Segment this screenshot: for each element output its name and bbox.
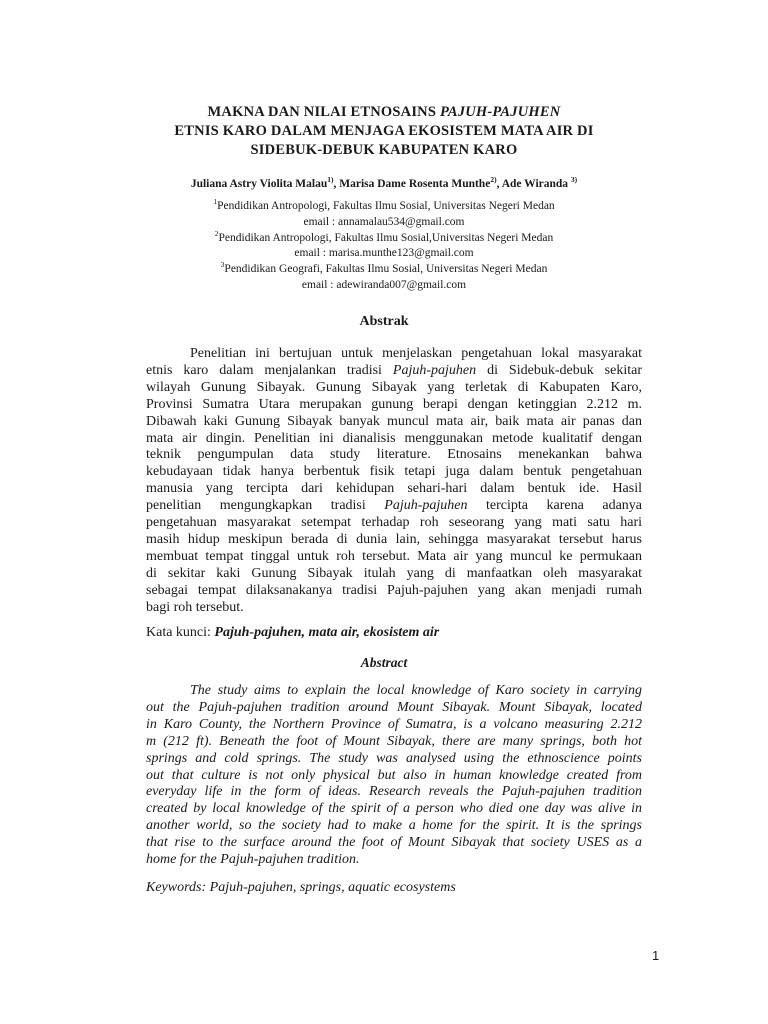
kata-kunci-label: Kata kunci: (146, 625, 215, 640)
author-list: Juliana Astry Violita Malau$^{1)}$, Marisa Dame Rosenta Munthe$^{2)}$, Ade Wiranda $^{3)}$ (190, 175, 578, 190)
italic-term: Pajuh-pajuhen (392, 362, 477, 378)
title-line-3: SIDEBUK-DEBUK KABUPATEN KARO (250, 142, 518, 158)
abstrak-line: di sekitar kaki Gunung Sibayak itulah yang di manfaatkan oleh masyarakat (146, 565, 642, 581)
abstrak-body (146, 346, 642, 617)
keywords: Keywords: Pajuh-pajuhen, springs, aquatic ecosystems (146, 880, 456, 895)
abstrak-line: membuat tempat tinggal untuk roh tersebut. Mata air yang muncul ke permukaan (146, 548, 642, 564)
kata-kunci (146, 624, 439, 642)
abstract-line: m (212 ft). Beneath the foot of Mount Sibayak, there are many springs, both hot (146, 733, 642, 749)
abstrak-line: sebagai tempat dilaksanakanya tradisi Pajuh-pajuhen yang akan menjadi rumah (146, 582, 642, 598)
abstract-line: created by local knowledge of the spirit of a person who died one day was alive in (146, 801, 642, 817)
paper-title (0, 103, 768, 160)
abstrak-line: Provinsi Sumatra Utara merupakan gunung berapi dengan ketinggian 2.212 m. (146, 396, 642, 412)
author-name: Juliana Astry Violita Malau (190, 178, 328, 190)
affiliation-block (0, 199, 768, 294)
abstract-line: home for the Pajuh-pajuhen tradition. (146, 852, 360, 868)
page-number: 1 (652, 948, 660, 963)
abstrak-line: kebudayaan tidak hanya berbentuk fisik tetapi juga dalam bentuk pengetahuan (146, 464, 642, 480)
author-superscript: 1) (327, 175, 334, 185)
abstrak-line: bagi roh tersebut. (146, 599, 244, 615)
abstrak-line: manusia yang tercipta dari kehidupan sehari-hari dalam bentuk ide. Hasil (146, 481, 642, 497)
abstrak-line: wilayah Gunung Sibayak. Gunung Sibayak yang terletak di Kabupaten Karo, (146, 379, 642, 395)
abstrak-line: Penelitian ini bertujuan untuk menjelaskan pengetahuan lokal masyarakat (190, 346, 642, 361)
affiliation-line: $^1$Pendidikan Antropologi, Fakultas Ilmu Sosial, Universitas Negeri Medan (213, 197, 555, 212)
abstract-line: The study aims to explain the local knowledge of Karo society in carrying (190, 683, 642, 698)
author-name: Ade Wiranda (501, 178, 571, 190)
abstract-line: springs and cold springs. The study was analysed using the ethnoscience points (146, 750, 642, 766)
abstrak-line: masih hidup meskipun berada di dunia lain, sehingga masyarakat tersebut harus (146, 531, 642, 547)
abstract-line: out the Pajuh-pajuhen tradition around Mount Sibayak. Mount Sibayak, located (146, 699, 642, 715)
author-name: Marisa Dame Rosenta Munthe (339, 178, 491, 190)
abstrak-line: pengetahuan masyarakat setempat terhadap roh seseorang yang mati satu hari (146, 515, 642, 531)
abstrak-line: teknik pengumpulan data study literature. Etnosains menekankan bahwa (146, 447, 642, 463)
title-line-1: MAKNA DAN NILAI ETNOSAINS PAJUH-PAJUHEN (207, 104, 561, 120)
affiliation-email: email : adewiranda007@gmail.com (301, 278, 467, 291)
abstrak-heading: Abstrak (359, 314, 409, 329)
affiliation-line: $^2$Pendidikan Antropologi, Fakultas Ilmu Sosial,Universitas Negeri Medan (214, 228, 554, 244)
italic-term: Pajuh-pajuhen (384, 498, 468, 514)
affiliation-line: $^3$Pendidikan Geografi, Fakultas Ilmu Sosial, Universitas Negeri Medan (220, 260, 548, 276)
abstract-line: out that culture is not only physical but also in human knowledge created from (146, 767, 642, 783)
title-italic-term: PAJUH-PAJUHEN (439, 104, 561, 120)
abstract-heading: Abstract (360, 655, 408, 670)
abstrak-line: mata air dingin. Penelitian ini dianalisis menggunakan metode kualitatif dengan (146, 430, 642, 446)
title-line-2: ETNIS KARO DALAM MENJAGA EKOSISTEM MATA AIR DI (174, 123, 594, 139)
abstract-line: everyday life in the form of ideas. Research reveals the Pajuh-pajuhen tradition (146, 784, 642, 800)
abstract-line: another world, so the society had to make a home for the spirit. It is the springs (146, 818, 642, 834)
abstrak-line: penelitian mengungkapkan tradisi Pajuh-pajuhen tercipta karena adanya (146, 498, 642, 514)
author-superscript: 3) (570, 175, 578, 185)
author-superscript: 2) (490, 175, 497, 185)
affiliation-email: email : marisa.munthe123@gmail.com (294, 247, 474, 260)
affiliation-email: email : annamalau534@gmail.com (303, 215, 465, 228)
kata-kunci-value: Pajuh-pajuhen, mata air, ekosistem air (214, 625, 440, 640)
abstract-line: that rise to the surface around the foot of Mount Sibayak that society USES as a (146, 835, 642, 851)
abstract-line: in Karo County, the Northern Province of Sumatra, is a volcano measuring 2.212 (146, 716, 642, 732)
abstract-body (146, 683, 642, 869)
abstrak-line: Dibawah kaki Gunung Sibayak banyak muncul mata air, baik mata air panas dan (146, 413, 642, 429)
abstrak-line: etnis karo dalam menjalankan tradisi Pajuh-pajuhen di Sidebuk-debuk sekitar (146, 362, 642, 378)
